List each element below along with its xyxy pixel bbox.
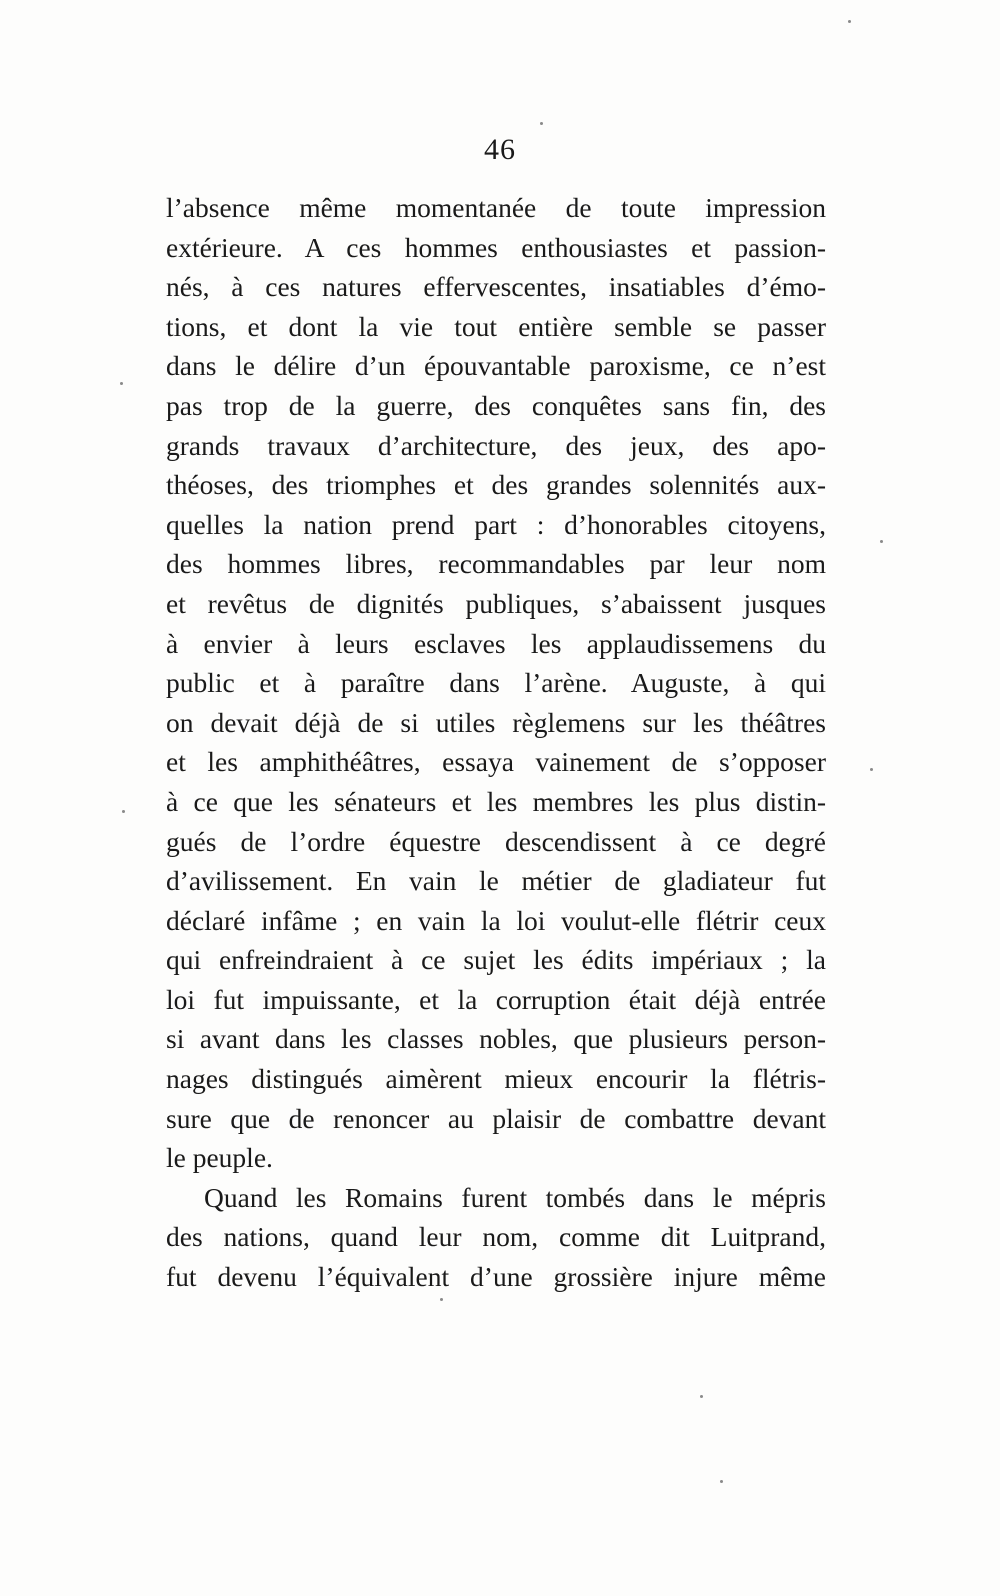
scan-speck: [880, 540, 883, 543]
text-line: pas trop de la guerre, des conquêtes sans fin, des: [166, 389, 826, 421]
text-line: qui enfreindraient à ce sujet les édits impériaux ; la: [166, 944, 826, 976]
scan-speck: [540, 122, 543, 125]
scan-speck: [848, 20, 851, 23]
text-line: on devait déjà de si utiles règlemens sur les théâtres: [166, 706, 826, 738]
text-line: quelles la nation prend part : d’honorables citoyens,: [166, 508, 826, 540]
text-line: public et à paraître dans l’arène. Auguste, à qui: [166, 667, 826, 699]
text-line: nés, à ces natures effervescentes, insatiables d’émo-: [166, 271, 826, 303]
text-line: fut devenu l’équivalent d’une grossière injure même: [166, 1261, 826, 1293]
text-line: tions, et dont la vie tout entière semble se passer: [166, 310, 826, 342]
text-line: des nations, quand leur nom, comme dit Luitprand,: [166, 1221, 826, 1253]
text-line: sure que de renoncer au plaisir de combattre devant: [166, 1102, 826, 1134]
scan-speck: [120, 382, 123, 385]
text-line: à ce que les sénateurs et les membres les plus distin-: [166, 785, 826, 817]
text-line: des hommes libres, recommandables par leur nom: [166, 548, 826, 580]
scan-speck: [720, 1480, 723, 1483]
scan-speck: [870, 768, 873, 771]
text-line: d’avilissement. En vain le métier de gladiateur fut: [166, 865, 826, 897]
text-line: le peuple.: [166, 1142, 273, 1174]
text-line: théoses, des triomphes et des grandes solennités aux-: [166, 469, 826, 501]
text-line: et les amphithéâtres, essaya vainement de s’opposer: [166, 746, 826, 778]
text-line: si avant dans les classes nobles, que plusieurs person-: [166, 1023, 826, 1055]
text-line: l’absence même momentanée de toute impression: [166, 192, 826, 223]
text-line: dans le délire d’un épouvantable paroxisme, ce n’est: [166, 350, 826, 382]
scan-speck: [700, 1395, 703, 1398]
text-line: nages distingués aimèrent mieux encourir la flétris-: [166, 1063, 826, 1095]
text-line: déclaré infâme ; en vain la loi voulut-elle flétrir ceux: [166, 904, 826, 936]
paragraph-first-line: Quand les Romains furent tombés dans le mépris: [204, 1181, 826, 1213]
text-line: grands travaux d’architecture, des jeux, des apo-: [166, 429, 826, 461]
text-line: extérieure. A ces hommes enthousiastes et passion-: [166, 231, 826, 263]
body-text: [166, 188, 826, 1297]
text-line: loi fut impuissante, et la corruption était déjà entrée: [166, 983, 826, 1015]
text-line: à envier à leurs esclaves les applaudissemens du: [166, 627, 826, 659]
text-line: gués de l’ordre équestre descendissent à ce degré: [166, 825, 826, 857]
scan-speck: [440, 1298, 443, 1301]
text-line: et revêtus de dignités publiques, s’abaissent jusques: [166, 587, 826, 619]
scan-speck: [122, 810, 125, 813]
page-number: 46: [484, 133, 516, 166]
